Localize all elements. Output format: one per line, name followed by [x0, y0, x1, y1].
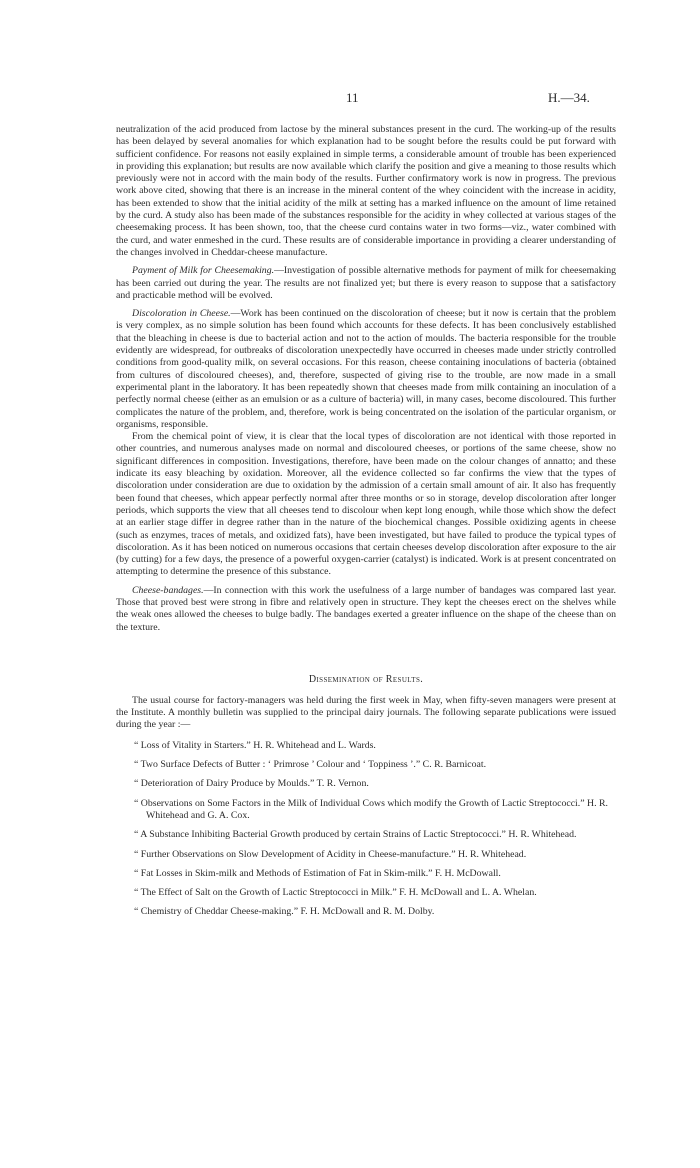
page-number: 11: [346, 90, 359, 105]
publication-item: “ Two Surface Defects of Butter : ‘ Primrose ’ Colour and ‘ Toppiness ’.” C. R. Barnicoat.: [134, 759, 487, 771]
paragraph-payment-body: —Investigation of possible alternative methods for payment of milk for cheesemaking has been carried out during the year. The results are not finalized yet; but there is every reason to suppose that a satisfactory and practicable method will be evolved.: [116, 265, 616, 301]
publication-item: “ Observations on Some Factors in the Milk of Individual Cows which modify the Growth of Lactic Streptococci.” H. R. Whitehead and G. A. Cox.: [134, 797, 608, 821]
paragraph-bandages-body: —In connection with this work the usefulness of a large number of bandages was compared last year. Those that proved best were strong in fibre and relatively open in structure. They kept the cheeses erect on the shelves while the weak ones allowed the cheeses to bulge badly. The bandages exerted a greater influence on the shape of the cheese than on the texture.: [116, 584, 616, 633]
paragraph-payment-of-milk: [116, 265, 616, 302]
runin-heading-payment: Payment of Milk for Cheesemaking.: [132, 265, 275, 277]
publication-item: “ Chemistry of Cheddar Cheese-making.” F. H. McDowall and R. M. Dolby.: [134, 906, 435, 918]
publication-item: “ The Effect of Salt on the Growth of Lactic Streptococci in Milk.” F. H. McDowall and L. A. Whelan.: [134, 887, 537, 899]
paragraph-chemical-view: From the chemical point of view, it is clear that the local types of discoloration are not identical with those reported in other countries, and numerous analyses made on normal and discoloured cheeses, or portions of the same cheese, show no significant differences in composition. Investigations, therefore, have been made on the colour changes of annatto; and these indicate its easy bleaching by oxidation. Moreover, all the evidence collected so far confirms the view that the types of discoloration under consideration are due to oxidation by the admission of a certain small amount of air. It also has frequently been found that cheeses, which appear perfectly normal after three months or so in storage, develop discoloration after longer periods, which supports the view that all cheeses tend to discolour when kept long enough, while those which show the defect at an earlier stage differ in degree rather than in the nature of the biochemical changes. Possible oxidizing agents in cheese (such as enzymes, traces of metals, and oxidized fats), have been investigated, but have failed to produce the typical types of discoloration. As it has been noticed on numerous occasions that certain cheeses develop discoloration after exposure to the air (by cutting) for a few days, the presence of a powerful oxygen-carrier (catalyst) is indicated. Work is at present concentrated on attempting to determine the presence of this substance.: [116, 431, 616, 578]
paragraph-cheese-bandages: [116, 585, 616, 634]
publication-item: “ A Substance Inhibiting Bacterial Growth produced by certain Strains of Lactic Streptococci.” H. R. Whitehead.: [134, 829, 577, 841]
publication-item: “ Deterioration of Dairy Produce by Moulds.” T. R. Vernon.: [134, 778, 369, 790]
page-body: [116, 124, 616, 926]
publication-item: “ Loss of Vitality in Starters.” H. R. Whitehead and L. Wards.: [134, 739, 376, 751]
paragraph-discoloration-body: —Work has been continued on the discoloration of cheese; but it now is certain that the problem is very complex, as no simple solution has been found which accounts for these defects. It has been conclusively established that the bleaching in cheese is due to bacterial action and not to the action of moulds. The bacteria responsible for the trouble evidently are widespread, for outbreaks of discoloration unexpectedly have occurred in cheeses made under strictly controlled conditions from good-quality milk, on several occasions. For this reason, cheese containing inoculations of bacteria (obtained from cultures of discoloured cheeses), and, therefore, suspected of giving rise to the trouble, are now made in a small experimental plant in the laboratory. It has been repeatedly shown that cheeses made from milk containing an inoculation of a perfectly normal cheese (either as an emulsion or as a culture of bacteria) will, in many cases, become discoloured. This further complicates the nature of the problem, and, therefore, work is being concentrated on the isolation of the particular organism, or organisms, responsible.: [116, 308, 617, 430]
paragraph-discoloration: [116, 308, 616, 431]
runin-heading-discoloration: Discoloration in Cheese.: [132, 308, 231, 320]
section-heading-dissemination: Dissemination of Results.: [308, 673, 424, 685]
runin-heading-bandages: Cheese-bandages.: [132, 584, 204, 596]
publication-item: “ Fat Losses in Skim-milk and Methods of Estimation of Fat in Skim-milk.” F. H. McDowall.: [134, 867, 501, 879]
document-reference: H.—34.: [548, 90, 590, 105]
publication-item: “ Further Observations on Slow Development of Acidity in Cheese-manufacture.” H. R. Whitehead.: [134, 848, 527, 860]
publication-list: [116, 740, 616, 919]
paragraph-continued: neutralization of the acid produced from lactose by the mineral substances present in the curd. The working-up of the results has been delayed by several anomalies for which explanation had to be sought before the results could be put forward with sufficient confidence. For reasons not easily explained in simple terms, a considerable amount of trouble has been experienced in providing this explanation; but results are now available which clarify the position and give a meaning to those results which previously were not in accord with the main body of the results. Further confirmatory work is now in progress. The previous work above cited, showing that there is an increase in the mineral content of the whey coincident with the increase in acidity, has been extended to show that the initial acidity of the milk at setting has a marked influence on the amount of lime retained by the curd. A study also has been made of the substances responsible for the acidity in whey collected at various stages of the cheesemaking process. It has been shown, too, that the cheese curd contains water in two forms—viz., water combined with the curd, and water enmeshed in the curd. These results are of considerable importance in providing a clearer understanding of the changes involved in Cheddar-cheese manufacture.: [116, 124, 616, 258]
page-header: [0, 90, 700, 110]
paragraph-dissemination-intro: The usual course for factory-managers was held during the first week in May, when fifty-seven managers were present at the Institute. A monthly bulletin was supplied to the principal dairy journals. The following separate publications were issued during the year :—: [116, 694, 616, 731]
